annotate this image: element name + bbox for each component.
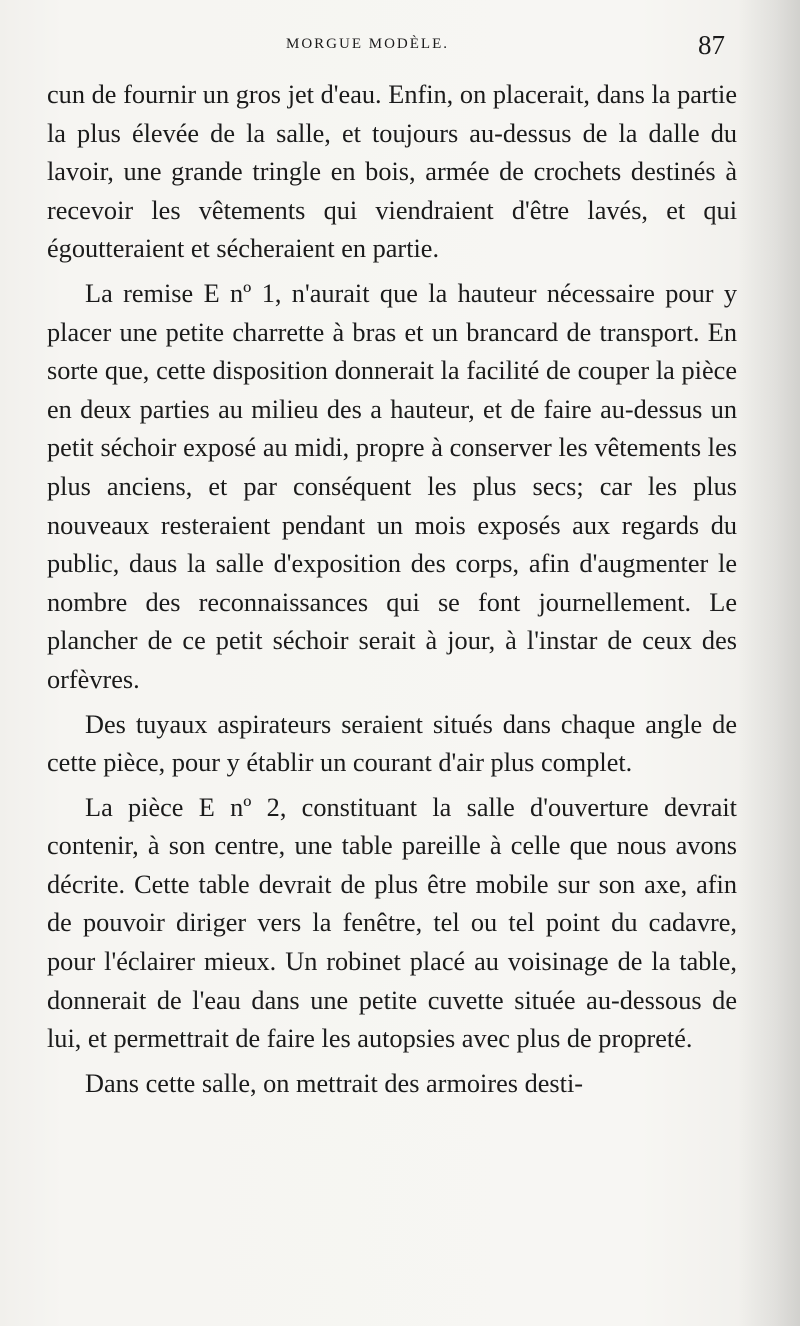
- running-title: MORGUE MODÈLE.: [286, 36, 449, 52]
- page-number: 87: [698, 30, 725, 60]
- paragraph: Dans cette salle, on mettrait des armoires desti-: [85, 1068, 584, 1098]
- paragraph: Des tuyaux aspirateurs seraient situés dans chaque angle de cette pièce, pour y établir un courant d'air plus complet.: [47, 709, 737, 778]
- body-text: [47, 76, 737, 1103]
- paragraph-continued: cun de fournir un gros jet d'eau. Enfin, on placerait, dans la partie la plus élevée de la salle, et toujours au-dessus de la dalle du lavoir, une grande tringle en bois, armée de crochets destinés à recevoir les vêtements qui viendraient d'être lavés, et qui égoutteraient et sécheraient en partie.: [47, 80, 737, 264]
- page-edge-shadow: [738, 0, 800, 1326]
- paragraph: La pièce E nº 2, constituant la salle d'ouverture devrait contenir, à son centre, une table pareille à celle que nous avons décrite. Cette table devrait de plus être mobile sur son axe, afin de pouvoir diriger vers la fenêtre, tel ou tel point du cadavre, pour l'éclairer mieux. Un robinet placé au voisinage de la table, donnerait de l'eau dans une petite cuvette située au-dessous de lui, et permettrait de faire les autopsies avec plus de propreté.: [47, 792, 737, 1054]
- paragraph: La remise E nº 1, n'aurait que la hauteur nécessaire pour y placer une petite charrette à bras et un brancard de transport. En sorte que, cette disposition donnerait la facilité de couper la pièce en deux parties au milieu des a hauteur, et de faire au-dessus un petit séchoir exposé au midi, propre à conserver les vêtements les plus anciens, et par conséquent les plus secs; car les plus nouveaux resteraient pendant un mois exposés aux regards du public, daus la salle d'exposition des corps, afin d'augmenter le nombre des reconnaissances qui se font journellement. Le plancher de ce petit séchoir serait à jour, à l'instar de ceux des orfèvres.: [47, 278, 737, 694]
